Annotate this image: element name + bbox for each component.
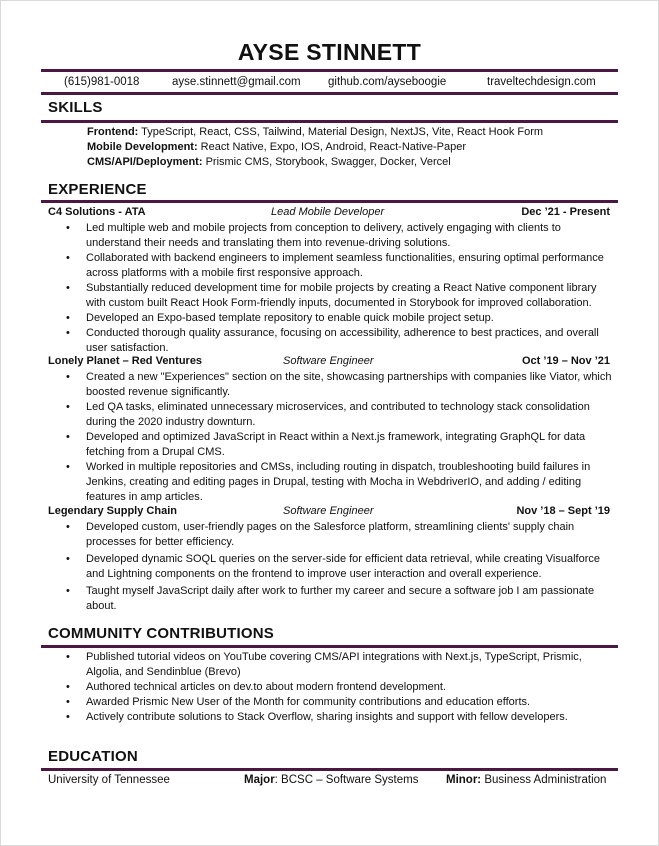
- divider-education: [41, 768, 618, 771]
- job-role: Software Engineer: [283, 355, 374, 367]
- job-bullets: [66, 520, 616, 614]
- bullet-text: Authored technical articles on dev.to about modern frontend development.: [86, 681, 446, 693]
- divider-community: [41, 645, 618, 648]
- community-bullets: [66, 650, 616, 725]
- bullet-dot-icon: •: [66, 282, 70, 294]
- list-item: [66, 370, 616, 400]
- list-item: [66, 552, 616, 582]
- bullet-text: Actively contribute solutions to Stack Overflow, sharing insights and support with fellow developers.: [86, 711, 568, 723]
- skill-value: Prismic CMS, Storybook, Swagger, Docker, Vercel: [202, 156, 451, 168]
- list-item: [66, 311, 616, 326]
- job-company: Legendary Supply Chain: [48, 505, 177, 517]
- job-header: [48, 355, 610, 370]
- bullet-dot-icon: •: [66, 711, 70, 723]
- education-major: [244, 774, 418, 786]
- education-minor: [446, 774, 606, 786]
- contact-github[interactable]: github.com/ayseboogie: [328, 76, 447, 88]
- job-bullets: [66, 221, 616, 356]
- section-title-skills: SKILLS: [48, 99, 103, 116]
- skill-line-mobile: [87, 140, 466, 155]
- contact-phone: (615)981-0018: [64, 76, 140, 88]
- job-company: Lonely Planet – Red Ventures: [48, 355, 203, 367]
- divider-top: [41, 69, 618, 72]
- job-dates: Nov ’18 – Sept ’19: [516, 505, 610, 517]
- bullet-dot-icon: •: [66, 681, 70, 693]
- bullet-dot-icon: •: [66, 431, 70, 443]
- bullet-dot-icon: •: [66, 651, 70, 663]
- skill-line-cms: [87, 155, 451, 170]
- bullet-dot-icon: •: [66, 371, 70, 383]
- list-item: [66, 326, 616, 356]
- bullet-dot-icon: •: [66, 461, 70, 473]
- job-role: Software Engineer: [283, 505, 374, 517]
- list-item: [66, 695, 616, 710]
- list-item: [66, 460, 616, 505]
- section-title-community: COMMUNITY CONTRIBUTIONS: [48, 625, 274, 642]
- education-major-value: : BCSC – Software Systems: [274, 774, 419, 786]
- job-header: [48, 505, 610, 520]
- job-company: C4 Solutions - ATA: [48, 206, 146, 218]
- bullet-text: Led QA tasks, eliminated unnecessary microservices, and contributed to technology stack consolidation during the 2020 industry downturn.: [86, 401, 590, 428]
- education-minor-label: Minor:: [446, 774, 482, 786]
- bullet-dot-icon: •: [66, 327, 70, 339]
- job-header: [48, 206, 610, 221]
- list-item: [66, 584, 616, 614]
- resume-name: AYSE STINNETT: [237, 39, 422, 65]
- job-role: Lead Mobile Developer: [271, 206, 385, 218]
- bullet-dot-icon: •: [66, 252, 70, 264]
- bullet-text: Led multiple web and mobile projects from conception to delivery, actively engaging with clients to understand their needs and translating them into revenue-driving solutions.: [86, 222, 561, 249]
- bullet-text: Substantially reduced development time for mobile projects by creating a React Native component library with custom built React Hook Form-friendly inputs, documented in Storybook for improved collaboration.: [86, 282, 597, 309]
- bullet-text: Published tutorial videos on YouTube covering CMS/API integrations with Next.js, TypeScript, Prismic, Algolia, and Sendinblue (Brevo): [86, 651, 582, 678]
- list-item: [66, 680, 616, 695]
- job-dates: Oct ’19 – Nov ’21: [521, 355, 610, 367]
- bullet-text: Developed and optimized JavaScript in React within a Next.js framework, integrating GraphQL for data fetching from a Drupal CMS.: [86, 431, 586, 458]
- bullet-dot-icon: •: [66, 696, 70, 708]
- bullet-text: Developed an Expo-based template repository to enable quick mobile project setup.: [86, 312, 494, 324]
- skill-value: TypeScript, React, CSS, Tailwind, Material Design, NextJS, Vite, React Hook Form: [138, 126, 544, 138]
- skill-label: Frontend:: [87, 126, 139, 138]
- job-dates: Dec ’21 - Present: [521, 206, 610, 218]
- bullet-text: Conducted thorough quality assurance, focusing on accessibility, adherence to best practices, and overall user satisfaction.: [86, 327, 599, 354]
- education-school: University of Tennessee: [48, 774, 170, 786]
- list-item: [66, 221, 616, 251]
- list-item: [66, 650, 616, 680]
- skill-value: React Native, Expo, IOS, Android, React-Native-Paper: [197, 141, 467, 153]
- bullet-text: Collaborated with backend engineers to implement seamless functionalities, ensuring optimal performance across platforms with a mobile first responsive approach.: [86, 252, 604, 279]
- list-item: [66, 400, 616, 430]
- skill-label: Mobile Development:: [87, 141, 198, 153]
- list-item: [66, 251, 616, 281]
- divider-skills: [41, 120, 618, 123]
- bullet-dot-icon: •: [66, 553, 70, 565]
- bullet-text: Taught myself JavaScript daily after work to further my career and secure a software job I am passionate about.: [86, 585, 595, 612]
- bullet-text: Awarded Prismic New User of the Month for community contributions and education efforts.: [86, 696, 531, 708]
- bullet-text: Developed custom, user-friendly pages on the Salesforce platform, streamlining clients' supply chain processes for better efficiency.: [86, 521, 575, 548]
- section-title-experience: EXPERIENCE: [48, 181, 147, 198]
- section-title-education: EDUCATION: [48, 748, 138, 765]
- job-bullets: [66, 370, 616, 505]
- contact-website[interactable]: traveltechdesign.com: [487, 76, 596, 88]
- bullet-dot-icon: •: [66, 312, 70, 324]
- education-minor-value: Business Administration: [481, 774, 607, 786]
- skill-line-frontend: [87, 125, 543, 140]
- bullet-dot-icon: •: [66, 401, 70, 413]
- divider-experience: [41, 200, 618, 203]
- bullet-dot-icon: •: [66, 222, 70, 234]
- bullet-dot-icon: •: [66, 585, 70, 597]
- contact-email[interactable]: ayse.stinnett@gmail.com: [172, 76, 301, 88]
- list-item: [66, 710, 616, 725]
- bullet-text: Developed dynamic SOQL queries on the server-side for efficient data retrieval, while creating Visualforce and Lightning components on the frontend to improve user interaction and overall experience.: [86, 553, 601, 580]
- skill-label: CMS/API/Deployment:: [87, 156, 203, 168]
- list-item: [66, 430, 616, 460]
- education-major-label: Major: [244, 774, 275, 786]
- list-item: [66, 281, 616, 311]
- divider-contact: [41, 92, 618, 95]
- bullet-text: Worked in multiple repositories and CMSs, including routing in dispatch, troubleshooting build failures in Jenkins, creating and editing pages in Drupal, testing with Mocha in WebdriverIO, and adding / editing features in amp articles.: [86, 461, 591, 503]
- bullet-text: Created a new "Experiences" section on the site, showcasing partnerships with companies like Viator, which boosted revenue significantly.: [86, 371, 612, 398]
- bullet-dot-icon: •: [66, 521, 70, 533]
- list-item: [66, 520, 616, 550]
